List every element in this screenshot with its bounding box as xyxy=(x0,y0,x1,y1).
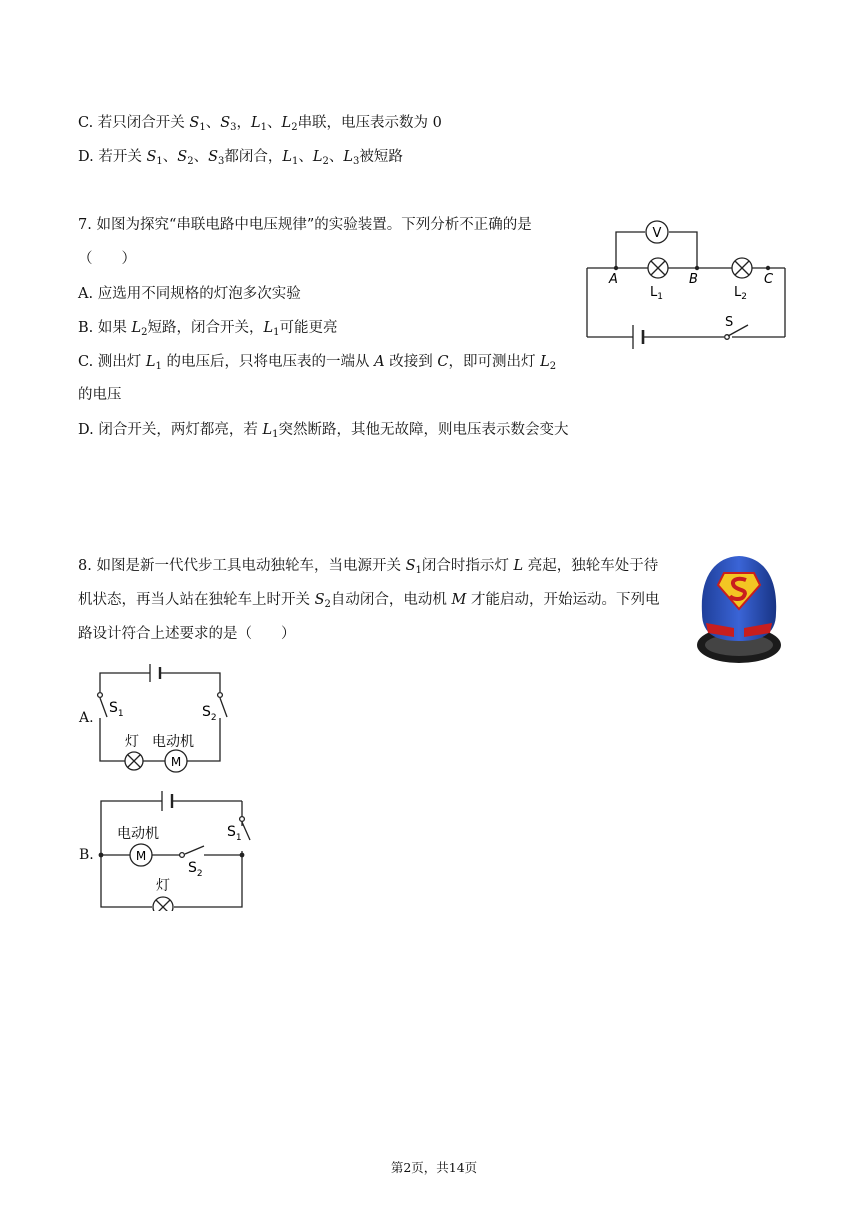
q8-stem-line2: 机状态，再当人站在独轮车上时开关 $S_2$自动闭合，电动机 M 才能启动，开始运动。下列电 xyxy=(78,592,660,610)
lamp-l1-symbol xyxy=(648,258,668,278)
lamp-symbol xyxy=(125,752,143,770)
svg-text:M: M xyxy=(135,849,147,863)
label-motor: 电动机 xyxy=(152,734,194,750)
q7-stem: 7. 如图为探究“串联电路中电压规律”的实验装置。下列分析不正确的是 xyxy=(78,217,532,233)
label-s2: $S_2$ xyxy=(202,704,217,723)
q6-option-d: D. 若开关 $S_1$、$S_2$、$S_3$都闭合，$L_1$、$L_2$、$L_3$被短路 xyxy=(78,149,403,167)
junction-right xyxy=(240,853,245,858)
label-s1: $S_1$ xyxy=(227,824,242,843)
lamp-l2-symbol xyxy=(732,258,752,278)
label-motor: 电动机 xyxy=(117,826,159,842)
electric-unicycle-image xyxy=(694,553,784,667)
svg-text:V: V xyxy=(652,226,662,241)
junction-b xyxy=(695,266,699,270)
label-point-b: B xyxy=(689,272,698,287)
q8-option-a-letter: A. xyxy=(79,710,94,726)
battery-symbol xyxy=(162,791,172,811)
q8-option-a-circuit xyxy=(92,660,232,778)
motor-symbol xyxy=(130,844,152,866)
battery-symbol xyxy=(633,325,643,349)
label-lamp: 灯 xyxy=(156,878,170,894)
svg-text:M: M xyxy=(170,755,182,769)
switch-s1-symbol xyxy=(98,693,107,717)
q7-option-c: C. 测出灯 $L_1$ 的电压后，只将电压表的一端从 A 改接到 C，即可测出灯 $L_2$ xyxy=(78,354,557,372)
label-s1: $S_1$ xyxy=(109,700,124,719)
junction-left xyxy=(99,853,104,858)
q8-option-b-letter: B. xyxy=(79,847,94,863)
q6-option-c: C. 若只闭合开关 $S_1$、$S_3$，$L_1$、$L_2$串联，电压表示数为 0 xyxy=(78,115,442,133)
label-lamp-l2: $L_2$ xyxy=(734,285,747,302)
switch-s2-symbol xyxy=(180,846,204,857)
switch-s2-symbol xyxy=(218,693,227,717)
q7-option-a: A. 应选用不同规格的灯泡多次实验 xyxy=(78,286,301,302)
q7-answer-paren: （ ） xyxy=(78,251,136,267)
voltmeter-symbol xyxy=(646,221,668,243)
label-lamp-l1: $L_1$ xyxy=(650,285,663,302)
q7-circuit-diagram xyxy=(578,215,793,357)
q7-option-c-continued: 的电压 xyxy=(78,387,122,403)
label-s2: $S_2$ xyxy=(188,860,203,879)
label-point-c: C xyxy=(764,272,774,287)
q8-option-b-circuit xyxy=(92,786,257,911)
q7-option-b: B. 如果 $L_2$短路，闭合开关，$L_1$可能更亮 xyxy=(78,320,338,338)
junction-a xyxy=(614,266,618,270)
q7-option-d: D. 闭合开关，两灯都亮，若 $L_1$突然断路，其他无故障，则电压表示数会变大 xyxy=(78,422,569,440)
q8-stem-line3: 路设计符合上述要求的是（ ） xyxy=(78,626,296,642)
q8-stem-line1: 8. 如图是新一代代步工具电动独轮车，当电源开关 $S_1$闭合时指示灯 L 亮起，独轮车处于待 xyxy=(78,558,659,576)
label-switch-s: S xyxy=(725,315,734,330)
motor-symbol xyxy=(165,750,187,772)
lamp-symbol xyxy=(153,897,173,911)
page-footer: 第2页，共14页 xyxy=(390,1160,478,1175)
junction-c xyxy=(766,266,770,270)
label-lamp: 灯 xyxy=(125,734,139,750)
battery-symbol xyxy=(150,664,160,682)
label-point-a: A xyxy=(609,272,618,287)
